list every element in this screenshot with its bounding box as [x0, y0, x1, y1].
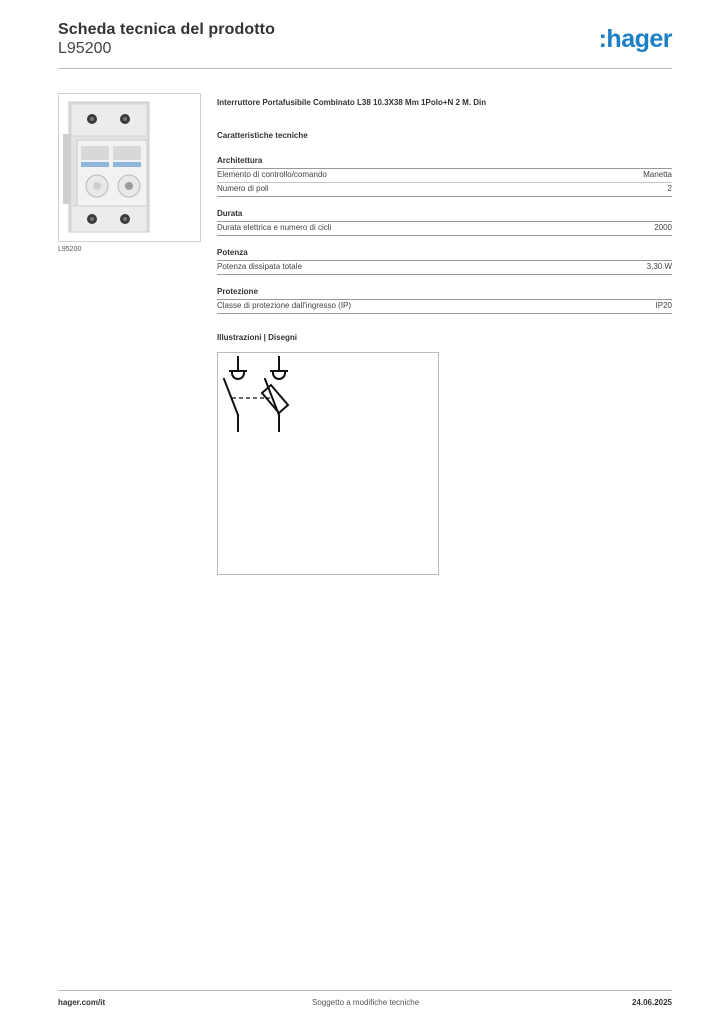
footer-website-link[interactable]: hager.com/it: [58, 998, 106, 1007]
circuit-symbol-icon: [218, 353, 440, 576]
spec-row: [217, 168, 672, 180]
spec-row: [217, 221, 672, 233]
spec-group-title: Protezione: [217, 287, 258, 296]
illustrations-title: Illustrazioni | Disegni: [217, 333, 298, 342]
spec-value: Manetta: [643, 170, 672, 179]
product-photo-illustration: [59, 94, 200, 241]
divider: [217, 313, 672, 314]
spec-label: Potenza dissipata totale: [217, 262, 302, 271]
specs-section-title: Caratteristiche tecniche: [217, 131, 308, 140]
hager-logo: :hager: [598, 25, 672, 53]
page-title: Scheda tecnica del prodotto: [58, 21, 275, 38]
spec-row: [217, 182, 672, 194]
spec-value: 3,30 W: [646, 262, 672, 271]
spec-label: Durata elettrica e numero di cicli: [217, 223, 332, 232]
spec-group-title: Durata: [217, 209, 243, 218]
wiring-diagram: [217, 352, 439, 575]
spec-group-title: Potenza: [217, 248, 248, 257]
product-image: [58, 93, 201, 242]
footer-divider: [58, 990, 672, 991]
spec-row: [217, 299, 672, 311]
footer-date: 24.06.2025: [631, 998, 672, 1007]
divider: [217, 235, 672, 236]
divider: [217, 196, 672, 197]
spec-group-title: Architettura: [217, 156, 263, 165]
product-description: Interruttore Portafusibile Combinato L38 10.3X38 Mm 1Polo+N 2 M. Din: [217, 98, 487, 107]
spec-label: Classe di protezione dall'ingresso (IP): [217, 301, 352, 310]
spec-value: 2000: [654, 223, 672, 232]
spec-label: Elemento di controllo/comando: [217, 170, 327, 179]
spec-row: [217, 260, 672, 272]
product-image-caption: L95200: [58, 246, 82, 253]
spec-value: 2: [667, 184, 672, 193]
footer-notice: Soggetto a modifiche tecniche: [312, 998, 420, 1007]
header-divider: [58, 68, 672, 69]
divider: [217, 274, 672, 275]
product-code: L95200: [58, 40, 112, 57]
spec-value: IP20: [655, 301, 672, 310]
spec-label: Numero di poli: [217, 184, 269, 193]
